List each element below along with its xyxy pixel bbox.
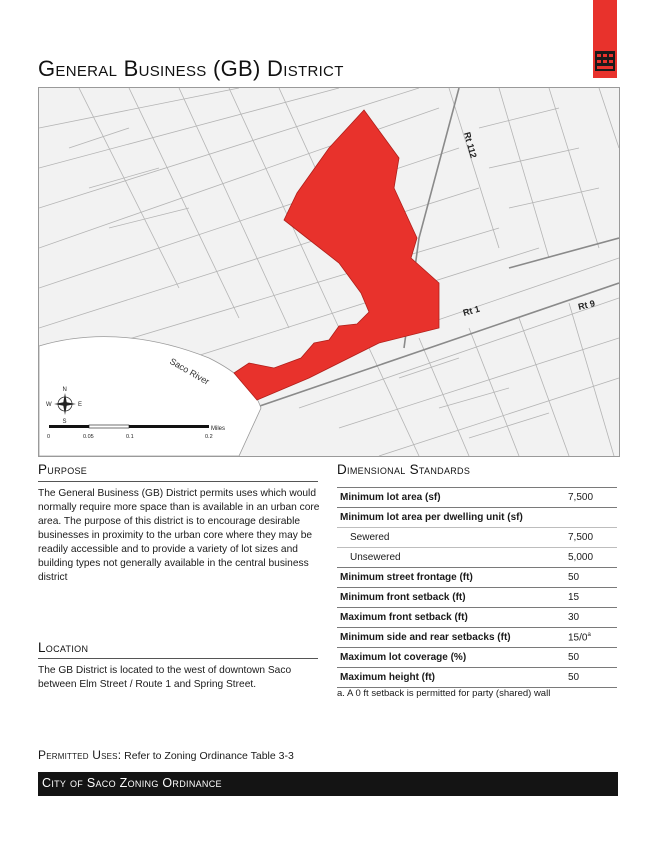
route-1-label: Rt 1 <box>461 303 481 318</box>
row-value: 7,500 <box>565 488 617 508</box>
row-value: 50 <box>565 668 617 688</box>
compass-e: E <box>78 402 83 408</box>
table-row <box>337 588 617 608</box>
compass-s: S <box>62 419 67 425</box>
row-value-text: 15/0 <box>568 632 588 644</box>
row-value <box>565 628 617 648</box>
footer-text: City of Saco Zoning Ordinance <box>42 776 222 790</box>
row-value: 50 <box>565 648 617 668</box>
compass-n: N <box>62 387 67 393</box>
scale-tick-3: 0.2 <box>205 434 213 440</box>
location-heading: Location <box>38 640 89 655</box>
scale-tick-0: 0 <box>47 434 51 440</box>
row-label: Minimum front setback (ft) <box>337 588 565 608</box>
page-title: General Business (GB) District <box>38 56 344 81</box>
location-text: The GB District is located to the west of downtown Saco between Elm Street / Route 1 and Spring Street. <box>38 665 292 690</box>
table-row <box>337 528 617 548</box>
district-map <box>38 87 620 457</box>
row-label: Maximum height (ft) <box>337 668 565 688</box>
row-value: 7,500 <box>565 528 617 548</box>
route-112-label: Rt 112 <box>462 130 479 160</box>
compass-w: W <box>46 402 52 408</box>
row-label: Sewered <box>337 528 565 548</box>
scale-tick-2: 0.1 <box>126 434 134 440</box>
row-value: 30 <box>565 608 617 628</box>
row-label: Minimum side and rear setbacks (ft) <box>337 628 565 648</box>
map-canvas <box>39 88 619 456</box>
row-label: Maximum lot coverage (%) <box>337 648 565 668</box>
dimensional-heading: Dimensional Standards <box>337 462 471 477</box>
table-row <box>337 508 617 528</box>
table-row <box>337 608 617 628</box>
footnote-marker: a <box>587 631 591 638</box>
table-row <box>337 668 617 688</box>
row-label: Minimum lot area (sf) <box>337 488 565 508</box>
row-label: Maximum front setback (ft) <box>337 608 565 628</box>
dimensional-standards-table <box>337 487 617 688</box>
row-value: 50 <box>565 568 617 588</box>
row-value <box>565 508 617 528</box>
purpose-text: The General Business (GB) District permits uses which would normally require more space than is available in an urban core area. The purpose of this district is to encourage desirable businesses in proximity to the urban core where they may be readily accessible and to provide a variety of lot sizes and building types not generally available in the central business district <box>38 488 320 583</box>
row-value: 15 <box>565 588 617 608</box>
purpose-rule <box>38 481 318 482</box>
footer-bar <box>38 772 618 796</box>
permitted-uses-text: Refer to Zoning Ordinance Table 3-3 <box>121 750 294 762</box>
building-logo-icon <box>594 50 616 72</box>
route-9-label: Rt 9 <box>577 298 596 312</box>
table-footnote: a. A 0 ft setback is permitted for party (shared) wall <box>337 688 551 699</box>
location-rule <box>38 658 318 659</box>
table-row <box>337 648 617 668</box>
row-value: 5,000 <box>565 548 617 568</box>
table-row <box>337 488 617 508</box>
table-row <box>337 568 617 588</box>
permitted-uses-label: Permitted Uses: <box>38 748 122 762</box>
table-row <box>337 628 617 648</box>
row-label: Minimum lot area per dwelling unit (sf) <box>337 508 565 528</box>
row-label: Minimum street frontage (ft) <box>337 568 565 588</box>
scale-tick-1: 0.05 <box>83 434 94 440</box>
table-row <box>337 548 617 568</box>
row-label: Unsewered <box>337 548 565 568</box>
permitted-uses <box>38 748 294 762</box>
saco-river-label: Saco River <box>168 356 212 387</box>
purpose-heading: Purpose <box>38 462 88 477</box>
scale-unit: Miles <box>211 426 226 432</box>
